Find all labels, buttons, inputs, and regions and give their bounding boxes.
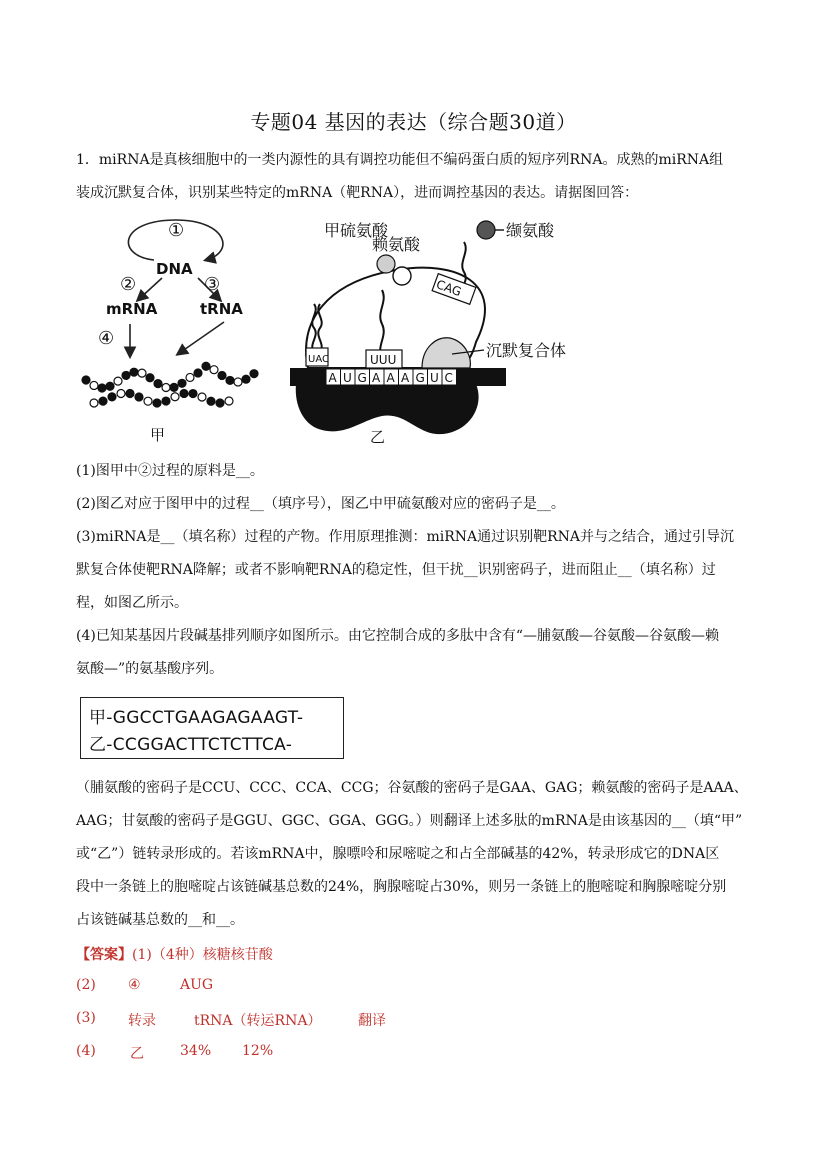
answer-2-num: (2)	[76, 977, 96, 993]
amino-acid-bead	[225, 397, 233, 405]
answer-4-v2: 34%	[180, 1043, 212, 1059]
mrna-base: G	[415, 371, 425, 385]
figure-yi	[286, 212, 586, 450]
amino-acid-bead	[198, 393, 206, 401]
page-title: 专题04 基因的表达（综合题30道）	[250, 110, 577, 134]
label-circle3: ③	[204, 274, 221, 295]
mrna-base: A	[372, 371, 381, 385]
question-4-line7: 占该链碱基总数的__和__。	[76, 912, 244, 928]
answer-1: (1)（4种）核糖核苷酸	[132, 947, 273, 963]
question-intro-line2: 装成沉默复合体，识别某些特定的mRNA（靶RNA），进而调控基因的表达。请据图回答：	[76, 185, 639, 201]
answer-row-1	[76, 944, 273, 964]
amino-acid-bead	[162, 397, 170, 405]
answer-4-v3: 12%	[242, 1043, 274, 1059]
figure-jia	[76, 212, 272, 448]
label-circle2: ②	[120, 274, 137, 295]
amino-acid-bead	[226, 376, 234, 384]
mrna-base: A	[328, 371, 337, 385]
question-3-line1: (3)miRNA是__（填名称）过程的产物。作用原理推测：miRNA通过识别靶RNA并与之结合，通过引导沉	[76, 529, 735, 545]
mrna-base: C	[444, 371, 453, 385]
amino-acid-bead	[90, 399, 98, 407]
mrna-base: U	[343, 371, 352, 385]
val-residue	[477, 221, 495, 239]
caption-jia: 甲	[150, 426, 166, 444]
amino-acid-bead	[126, 390, 134, 398]
answer-row-3	[76, 1010, 386, 1029]
lys-residue	[393, 267, 411, 285]
question-4-line6: 段中一条链上的胞嘧啶占该链碱基总数的24%，胸腺嘧啶占30%，则另一条链上的胞嘧啶和胸腺嘧啶分别	[76, 879, 727, 895]
anticodon-3: CAG	[434, 277, 464, 300]
label-lys: 赖氨酸	[372, 235, 421, 254]
amino-acid-bead	[146, 374, 154, 382]
answer-label: 【答案】	[76, 947, 132, 963]
arrow-trna-down	[178, 322, 224, 354]
sequence-line-jia: 甲-GGCCTGAAGAGAAGT-	[89, 708, 304, 728]
question-4-line3: （脯氨酸的密码子是CCU、CCC、CCA、CCG；谷氨酸的密码子是GAA、GAG；赖氨酸的密码子是AAA、	[76, 780, 748, 796]
answer-4-v1: 乙	[130, 1046, 144, 1062]
amino-acid-bead	[210, 366, 218, 374]
amino-acid-bead	[202, 362, 210, 370]
amino-acid-bead	[194, 369, 202, 377]
amino-acid-bead	[250, 370, 258, 378]
amino-acid-bead	[154, 380, 162, 388]
sequence-line-yi: 乙-CCGGACTTCTCTTCA-	[89, 735, 293, 755]
met-residue	[377, 255, 395, 273]
amino-acid-bead	[90, 381, 98, 389]
amino-acid-bead	[114, 377, 122, 385]
amino-acid-bead	[162, 384, 170, 392]
mrna-base: A	[386, 371, 395, 385]
dna-sequence-box	[80, 697, 344, 759]
amino-acid-bead	[106, 382, 114, 390]
amino-acid-bead	[135, 393, 143, 401]
amino-acid-bead	[242, 375, 250, 383]
anticodon-1: UAC	[308, 354, 329, 365]
polypeptide-chain	[82, 362, 258, 407]
anticodon-2: UUU	[370, 353, 397, 367]
answer-row-4	[76, 1043, 274, 1062]
label-dna: DNA	[156, 260, 193, 278]
question-3-line2: 默复合体使靶RNA降解；或者不影响靶RNA的稳定性，但干扰__识别密码子，进而阻止__（填名称）过	[76, 562, 716, 578]
amino-acid-bead	[189, 390, 197, 398]
question-2: (2)图乙对应于图甲中的过程__（填序号），图乙中甲硫氨酸对应的密码子是__。	[76, 496, 565, 512]
amino-acid-bead	[117, 389, 125, 397]
mrna-base: U	[430, 371, 439, 385]
label-mrna: mRNA	[106, 300, 158, 318]
amino-acid-bead	[82, 376, 90, 384]
mrna-base: G	[357, 371, 367, 385]
label-met: 甲硫氨酸	[324, 221, 389, 240]
answer-3-num: (3)	[76, 1010, 96, 1026]
answer-2-v1: ④	[128, 977, 141, 993]
amino-acid-bead	[218, 371, 226, 379]
question-4-line1: (4)已知某基因片段碱基排列顺序如图所示。由它控制合成的多肽中含有“—脯氨酸—谷氨酸—谷氨酸—赖	[76, 628, 719, 644]
mrna-base: A	[401, 371, 410, 385]
amino-acid-bead	[98, 384, 106, 392]
amino-acid-bead	[170, 383, 178, 391]
label-trna: tRNA	[200, 300, 243, 318]
question-3-line3: 程，如图乙所示。	[76, 595, 188, 611]
label-circle1: ①	[168, 220, 185, 241]
amino-acid-bead	[138, 369, 146, 377]
question-1: (1)图甲中②过程的原料是__。	[76, 463, 264, 479]
ribosome-small-subunit	[296, 384, 479, 434]
answer-row-2	[76, 977, 214, 993]
amino-acid-bead	[207, 397, 215, 405]
answer-3-v1: 转录	[128, 1013, 156, 1029]
answer-2-v2: AUG	[180, 977, 214, 993]
answer-3-v3: 翻译	[358, 1013, 386, 1029]
label-val: 缬氨酸	[506, 221, 555, 240]
label-silencing-complex: 沉默复合体	[486, 341, 567, 360]
amino-acid-bead	[178, 379, 186, 387]
amino-acid-bead	[99, 397, 107, 405]
amino-acid-bead	[180, 389, 188, 397]
amino-acid-bead	[122, 371, 130, 379]
label-circle4: ④	[98, 328, 115, 349]
answer-3-v2: tRNA（转运RNA）	[194, 1013, 322, 1029]
amino-acid-bead	[130, 368, 138, 376]
amino-acid-bead	[108, 393, 116, 401]
amino-acid-bead	[186, 373, 194, 381]
question-intro-line1: 1．miRNA是真核细胞中的一类内源性的具有调控功能但不编码蛋白质的短序列RNA。成熟的miRNA组	[76, 152, 724, 168]
question-4-line4: AAG；甘氨酸的密码子是GGU、GGC、GGA、GGG。）则翻译上述多肽的mRNA是由该基因的__（填“甲”	[76, 813, 743, 829]
question-4-line5: 或“乙”）链转录形成的。若该mRNA中，腺嘌呤和尿嘧啶之和占全部碱基的42%，转录形成它的DNA区	[76, 846, 720, 862]
amino-acid-bead	[234, 378, 242, 386]
amino-acid-bead	[171, 393, 179, 401]
amino-acid-bead	[153, 399, 161, 407]
amino-acid-bead	[144, 397, 152, 405]
caption-yi: 乙	[370, 428, 386, 446]
arrow-transcription	[138, 278, 162, 300]
answer-4-num: (4)	[76, 1043, 96, 1059]
question-4-line2: 氨酸—”的氨基酸序列。	[76, 661, 224, 677]
amino-acid-bead	[216, 399, 224, 407]
